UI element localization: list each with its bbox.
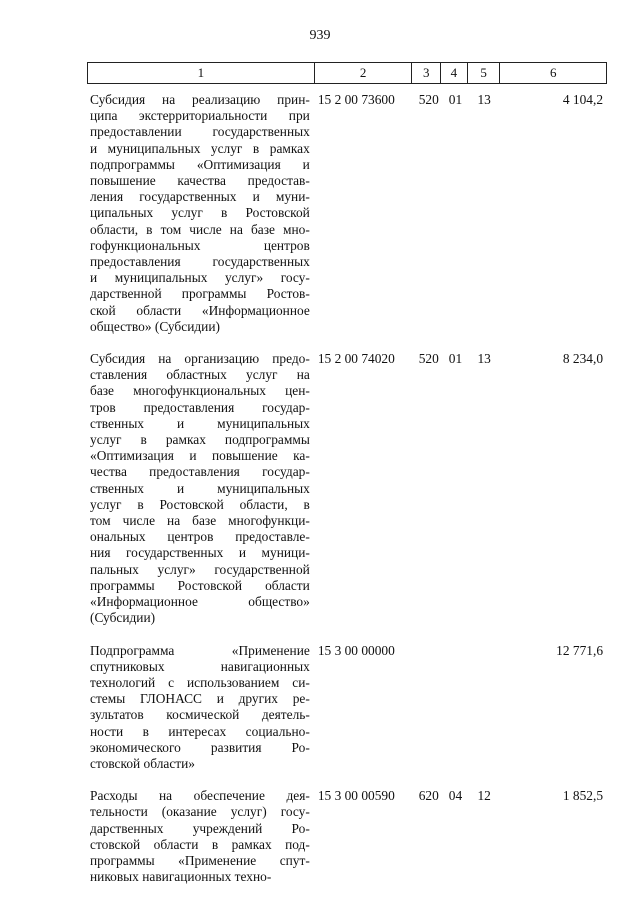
row-name-line: области, в том числе на базе мно- — [90, 221, 310, 237]
row-code: 15 3 00 00000 — [317, 642, 395, 658]
row-rz — [443, 643, 469, 773]
row-name-line: ской области «Информационное — [90, 302, 310, 318]
budget-rows — [87, 92, 607, 901]
row-name-line: ципа экстерриториальности при — [90, 108, 310, 124]
row-code: 15 2 00 73600 — [317, 92, 395, 107]
row-name-line: программы «Применение спут- — [90, 852, 310, 868]
row-name-line: программы Ростовской области — [90, 577, 310, 593]
row-name-line: зультатов космической деятель- — [90, 707, 310, 723]
row-name-line: базе многофункциональных цен- — [90, 383, 310, 399]
column-header-2: 2 — [314, 63, 412, 84]
row-name-line: повышение качества предостав- — [90, 173, 310, 189]
page-number: 939 — [309, 28, 331, 43]
row-name-line: дарственных учреждений Ро- — [90, 820, 310, 836]
row-name-line: предоставления государственных — [90, 254, 310, 270]
row-name-line: услуг в рамках подпрограммы — [90, 432, 310, 448]
row-vr: 520 — [418, 92, 439, 107]
row-name-line: спутниковых навигационных — [90, 658, 310, 674]
row-name-line: дарственной программы Ростов- — [90, 286, 310, 302]
row-name-line: ональных центров предоставле- — [90, 529, 310, 545]
row-name-line: пальных услуг» государственной — [90, 561, 310, 577]
row-code: 15 3 00 00590 — [317, 788, 395, 804]
row-name-line: Субсидия на реализацию прин- — [90, 92, 310, 107]
row-vr: 520 — [418, 351, 439, 367]
row-name-line: подпрограммы «Оптимизация и — [90, 156, 310, 172]
row-name-line: том числе на базе многофункци- — [90, 513, 310, 529]
table-row — [87, 643, 607, 773]
row-pr — [468, 643, 500, 773]
row-name-line: ственных и муниципальных — [90, 415, 310, 431]
row-name-line: ципальных услуг в Ростовской — [90, 205, 310, 221]
row-name — [87, 788, 310, 885]
row-name-line: стемы ГЛОНАСС и других ре- — [90, 691, 310, 707]
row-name-line: гофункциональных центров — [90, 237, 310, 253]
row-vr — [415, 643, 443, 773]
row-name-line: «Оптимизация и повышение ка- — [90, 448, 310, 464]
row-name-line: чества предоставления государ- — [90, 464, 310, 480]
row-name-line: стовской области в рамках под- — [90, 836, 310, 852]
row-name-line: и муниципальных услуг» госу- — [90, 270, 310, 286]
row-name-line: технологий с использованием си- — [90, 674, 310, 690]
column-header-1: 1 — [88, 63, 315, 84]
row-name-line: ственных и муниципальных — [90, 480, 310, 496]
column-header-6: 6 — [500, 63, 607, 84]
column-header-5: 5 — [467, 63, 500, 84]
row-rz: 01 — [448, 351, 463, 367]
row-sum: 4 104,2 — [562, 92, 604, 107]
column-header-row — [88, 63, 607, 84]
row-name-line: никовых навигационных техно- — [90, 869, 272, 885]
row-name-line: услуг в Ростовской области, в — [90, 496, 310, 512]
row-sum: 8 234,0 — [562, 351, 604, 367]
table-row — [87, 92, 607, 335]
row-name-line: «Информационное общество» — [90, 594, 310, 610]
table-row — [87, 351, 607, 626]
row-name-line: Расходы на обеспечение дея- — [90, 788, 310, 804]
row-name-line: и муниципальных услуг в рамках — [90, 140, 310, 156]
row-name-line: Подпрограмма «Применение — [90, 642, 310, 658]
row-name-line: общество» (Субсидии) — [90, 318, 220, 334]
row-pr: 13 — [477, 351, 491, 367]
row-name-line: ления государственных и муни- — [90, 189, 310, 205]
column-header-table — [87, 62, 607, 84]
row-name-line: тров предоставления государ- — [90, 399, 310, 415]
row-rz: 01 — [448, 92, 463, 107]
row-name — [87, 351, 310, 626]
table-row — [87, 788, 607, 885]
row-sum: 1 852,5 — [562, 788, 604, 804]
row-name-line: стовской области» — [90, 755, 195, 771]
row-code: 15 2 00 74020 — [317, 351, 395, 367]
column-header-3: 3 — [412, 63, 441, 84]
row-name — [87, 92, 310, 335]
row-pr: 13 — [477, 92, 491, 107]
row-rz: 04 — [448, 788, 463, 804]
row-name-line: ставления областных услуг на — [90, 367, 310, 383]
row-name-line: ния государственных и муници- — [90, 545, 310, 561]
row-name-line: (Субсидии) — [90, 610, 156, 626]
row-vr: 620 — [418, 788, 439, 804]
row-name-line: тельности (оказание услуг) госу- — [90, 804, 310, 820]
row-name — [87, 643, 310, 773]
row-name-line: ности в интересах социально- — [90, 723, 310, 739]
column-header-4: 4 — [441, 63, 468, 84]
row-name-line: Субсидия на организацию предо- — [90, 351, 310, 367]
row-pr: 12 — [477, 788, 491, 804]
row-name-line: экономического развития Ро- — [90, 739, 310, 755]
row-name-line: предоставлении государственных — [90, 124, 310, 140]
row-sum: 12 771,6 — [556, 642, 604, 658]
